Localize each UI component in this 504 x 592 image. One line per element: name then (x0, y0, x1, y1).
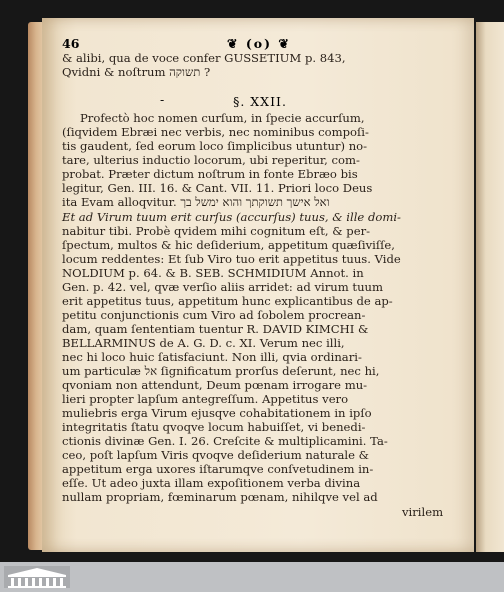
text-line: tis gaudent, ſed eorum loco ſimplicibus utuntur) no- (62, 139, 368, 153)
heading-dash: - (160, 92, 166, 107)
text-line: locum reddentes: Et ſub Viro tuo erit appetitus tuus. Vide (62, 252, 401, 266)
text-line: petitu conjunctionis cum Viro ad ſobolem procrean- (62, 308, 366, 322)
text-line: BELLARMINUS de A. G. D. c. XI. Verum nec illi, (62, 336, 345, 350)
text-line: erit appetitus tuus, appetitum hunc explicantibus de ap- (62, 294, 393, 308)
text-line: lieri propter lapſum antegreſſum. Appetitus vero (62, 392, 349, 406)
text-line: nabitur tibi. Probè qvidem mihi cognitum eſt, & per- (62, 224, 371, 238)
viewer-footer-bar (0, 562, 504, 592)
text-line: integritatis ſtatu qvoqve locum habuiſſet, vi benedi- (62, 420, 366, 434)
text-line: dam, quam ſententiam tuentur R. DAVID KIMCHI & (62, 322, 369, 336)
text-line: eſſe. Ut adeo juxta illam expoſitionem verba divina (62, 476, 361, 490)
text-line: probat. Præter dictum noſtrum in fonte Ebræo bis (62, 167, 358, 181)
text-line: nullam propriam, fœminarum pœnam, nihilqve vel ad (62, 490, 378, 504)
text-line: ita Evam alloqvitur. ואל אישך תשוקתך והוא ימשל בך (62, 195, 330, 209)
library-building-logo-icon (4, 566, 70, 588)
text-line: legitur, Gen. III. 16. & Cant. VII. 11. Priori loco Deus (62, 181, 373, 195)
text-line: (ſiqvidem Ebræi nec verbis, nec nominibus compoſi- (62, 125, 369, 139)
section-heading (60, 94, 460, 110)
text-line: Qvidni & noſtrum תשוקה ? (62, 65, 211, 79)
text-line: nec hi loco huic ſatisfaciunt. Non illi, qvia ordinari- (62, 350, 362, 364)
header-ornament: ❦ (o) ❦ (227, 36, 291, 51)
text-line: & alibi, qua de voce confer GUSSETIUM p. 843, (62, 51, 346, 65)
text-line: Profectò hoc nomen curſum, in ſpecie accurſum, (80, 111, 365, 125)
page-header (62, 36, 462, 52)
text-line: ctionis divinæ Gen. I. 26. Creſcite & multiplicamini. Ta- (62, 434, 388, 448)
facing-page-edge (476, 22, 504, 552)
text-line: um particulæ אל ſignificatum prorſus deſerunt, nec hi, (62, 364, 380, 378)
section-number: §. XXII. (233, 94, 287, 109)
text-line: Et ad Virum tuum erit curſus (accurſus) tuus, & ille domi- (62, 210, 401, 224)
text-line: ceo, poſt lapſum Viris qvoqve deſiderium naturale & (62, 448, 369, 462)
catchword: virilem (402, 505, 444, 519)
text-line: appetitum erga uxores iſtarumqve conſvetudinem in- (62, 462, 374, 476)
text-line: NOLDIUM p. 64. & B. SEB. SCHMIDIUM Annot. in (62, 266, 364, 280)
text-line: qvoniam non attendunt, Deum pœnam irrogare mu- (62, 378, 368, 392)
text-line: muliebris erga Virum ejusqve cohabitationem in ipſo (62, 406, 372, 420)
text-line: ſpectum, multos & hic deſiderium, appetitum quæſiviſſe, (62, 238, 395, 252)
text-line: Gen. p. 42. vel, qvæ verſio aliis arridet: ad virum tuum (62, 280, 383, 294)
page-number: 46 (62, 36, 80, 51)
text-line: tare, ulterius inductio locorum, ubi reperitur, com- (62, 153, 360, 167)
